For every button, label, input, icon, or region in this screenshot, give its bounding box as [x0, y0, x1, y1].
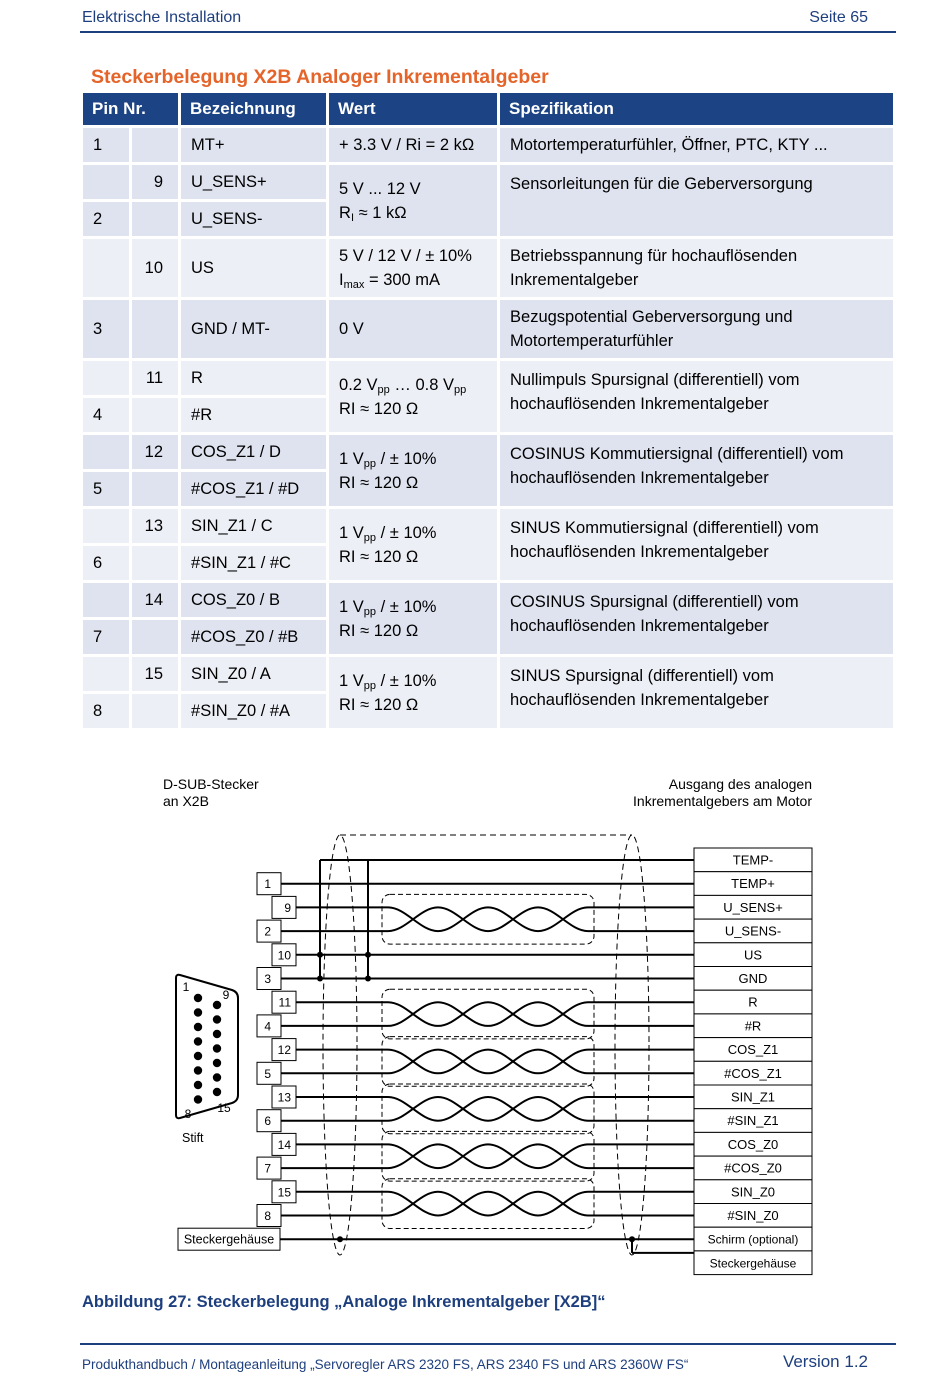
pin-cell: 3 [83, 300, 129, 358]
signal-label: TEMP+ [731, 876, 775, 892]
pin-number: 5 [264, 1066, 271, 1081]
col-header-spec: Spezifikation [500, 93, 893, 125]
connector-pin-dot [194, 1037, 202, 1045]
pin-number: 2 [264, 924, 271, 939]
connector-pin-label: 9 [222, 988, 230, 1002]
twisted-wire [438, 1002, 488, 1026]
twisted-wire [538, 1002, 588, 1026]
col-header-pin: Pin Nr. [83, 93, 178, 125]
pin-cell: 8 [83, 694, 129, 728]
value-cell: 0.2 $V_{pp}$ … 0.8 $V_{pp}$ RI ≈ 120 Ω [329, 361, 497, 432]
twisted-wire [438, 1097, 488, 1121]
signal-label: COS_Z0 [727, 1136, 779, 1152]
value-cell: + 3.3 V / Ri = 2 kΩ [329, 128, 497, 162]
header-page-number: Seite 65 [809, 9, 868, 26]
connector-pin-dot [194, 1008, 202, 1016]
dsub-connector-label: D-SUB-Stecker an X2B [163, 776, 259, 809]
pin-cell: 5 [83, 472, 129, 506]
pin-number: 15 [277, 1185, 291, 1200]
signal-label: GND [738, 971, 768, 986]
signal-label: Steckergehäuse [709, 1256, 797, 1271]
connector-pin-label: 8 [184, 1107, 192, 1121]
twisted-wire [488, 1002, 538, 1026]
connector-pin-label: 15 [217, 1101, 231, 1115]
twisted-wire [388, 1144, 438, 1168]
pin-number: 3 [264, 972, 271, 986]
section-title: Steckerbelegung X2B Analoger Inkrementalgeber [91, 66, 549, 88]
col-header-value: Wert [329, 93, 497, 125]
stift-label: Stift [182, 1131, 204, 1145]
value-cell: 5 V ... 12 V $R_I \approx 1$ kΩ [329, 165, 497, 236]
pin-cell: 9 [132, 165, 178, 199]
junction-dot [365, 976, 371, 982]
signal-label: TEMP- [732, 852, 774, 868]
connector-pin-dot [213, 1001, 221, 1009]
twisted-wire [538, 1097, 588, 1121]
pin-cell: 15 [132, 657, 178, 691]
twisted-wire [538, 907, 588, 931]
footer-document-title: Produkthandbuch / Montageanleitung „Servoregler ARS 2320 FS, ARS 2340 FS und ARS 2360W FS“ [82, 1357, 689, 1372]
name-cell: SIN_Z1 / C [181, 509, 326, 543]
pin-cell: 7 [83, 620, 129, 654]
spec-cell: Bezugspotential Geberversorgung und Motortemperaturfühler [500, 300, 893, 358]
connector-pin-dot [194, 1095, 202, 1103]
name-cell: SIN_Z0 / A [181, 657, 326, 691]
signal-label: #COS_Z1 [724, 1065, 782, 1081]
pin-number: 1 [264, 877, 271, 892]
twisted-wire [388, 1002, 438, 1026]
twisted-wire [488, 1097, 538, 1121]
signal-label: COS_Z1 [727, 1042, 779, 1058]
spec-cell: COSINUS Spursignal (differentiell) vom hochauflösenden Inkrementalgeber [500, 583, 893, 654]
spec-cell: Sensorleitungen für die Geberversorgung [500, 165, 893, 236]
twisted-wire [438, 1144, 488, 1168]
name-cell: US [181, 239, 326, 297]
twisted-wire [488, 1050, 538, 1074]
twisted-wire [388, 1192, 438, 1216]
name-cell: COS_Z1 / D [181, 435, 326, 469]
pin-cell: 14 [132, 583, 178, 617]
pin-cell: 11 [132, 361, 178, 395]
name-cell: U_SENS- [181, 202, 326, 236]
figure-caption: Abbildung 27: Steckerbelegung „Analoge Inkrementalgeber [X2B]“ [82, 1293, 606, 1311]
connector-pin-dot [194, 1081, 202, 1089]
signal-label: US [743, 947, 763, 963]
signal-label: U_SENS+ [723, 899, 783, 915]
twisted-wire [388, 1050, 438, 1074]
signal-label: R [748, 994, 758, 1010]
connector-pin-dot [194, 1023, 202, 1031]
pin-number: 6 [264, 1114, 271, 1129]
name-cell: #COS_Z1 / #D [181, 472, 326, 506]
signal-label: U_SENS- [724, 923, 782, 939]
connector-pin-dot [194, 1066, 202, 1074]
footer-version: Version 1.2 [782, 1352, 868, 1371]
encoder-output-label: Ausgang des analogen Inkrementalgebers am Motor [633, 776, 812, 809]
connector-pin-dot [194, 994, 202, 1002]
spec-cell: Nullimpuls Spursignal (differentiell) vom hochauflösenden Inkrementalgeber [500, 361, 893, 432]
twisted-wire [538, 1192, 588, 1216]
signal-label: #COS_Z0 [724, 1160, 782, 1176]
twisted-wire [538, 1144, 588, 1168]
pin-cell: 2 [83, 202, 129, 236]
connector-pin-dot [194, 1052, 202, 1060]
spec-cell: SINUS Spursignal (differentiell) vom hochauflösenden Inkrementalgeber [500, 657, 893, 728]
spec-cell: COSINUS Kommutiersignal (differentiell) vom hochauflösenden Inkrementalgeber [500, 435, 893, 506]
pin-number: 10 [277, 948, 291, 963]
spec-cell: SINUS Kommutiersignal (differentiell) vom hochauflösenden Inkrementalgeber [500, 509, 893, 580]
name-cell: #SIN_Z0 / #A [181, 694, 326, 728]
signal-label: #R [744, 1018, 762, 1034]
pin-cell: 12 [132, 435, 178, 469]
pin-number: 8 [264, 1209, 271, 1223]
pin-number: 14 [277, 1137, 291, 1152]
connector-pin-dot [213, 1059, 221, 1067]
pin-number: 7 [264, 1161, 271, 1176]
connector-pin-label: 1 [182, 980, 190, 994]
pin-number: 11 [278, 995, 291, 1010]
signal-label: SIN_Z1 [730, 1089, 776, 1105]
connector-pin-dot [213, 1073, 221, 1081]
housing-label: Steckergehäuse [183, 1232, 275, 1247]
value-cell: 1 $V_{pp}$ / ± 10% RI ≈ 120 Ω [329, 435, 497, 506]
pin-cell: 1 [83, 128, 129, 162]
name-cell: U_SENS+ [181, 165, 326, 199]
twisted-wire [438, 907, 488, 931]
pin-cell: 6 [83, 546, 129, 580]
name-cell: #COS_Z0 / #B [181, 620, 326, 654]
footer-rule [80, 1343, 896, 1345]
signal-label: #SIN_Z1 [727, 1113, 779, 1129]
twisted-wire [488, 1144, 538, 1168]
twisted-wire [388, 1097, 438, 1121]
value-cell: 1 $V_{pp}$ / ± 10% RI ≈ 120 Ω [329, 509, 497, 580]
connector-pin-dot [213, 1015, 221, 1023]
twisted-wire [438, 1050, 488, 1074]
value-cell: 0 V [329, 300, 497, 358]
twisted-wire [488, 1192, 538, 1216]
value-cell: 1 $V_{pp}$ / ± 10% RI ≈ 120 Ω [329, 583, 497, 654]
signal-label: SIN_Z0 [730, 1184, 776, 1200]
name-cell: R [181, 361, 326, 395]
name-cell: #R [181, 398, 326, 432]
name-cell: GND / MT- [181, 300, 326, 358]
name-cell: COS_Z0 / B [181, 583, 326, 617]
header-chapter: Elektrische Installation [82, 9, 242, 26]
junction-dot [317, 976, 323, 982]
pin-cell: 4 [83, 398, 129, 432]
pin-cell: 13 [132, 509, 178, 543]
name-cell: #SIN_Z1 / #C [181, 546, 326, 580]
signal-label: Schirm (optional) [707, 1232, 799, 1247]
twisted-wire [488, 907, 538, 931]
twisted-wire [388, 907, 438, 931]
pin-number: 12 [277, 1043, 291, 1058]
connector-pin-dot [213, 1030, 221, 1038]
name-cell: MT+ [181, 128, 326, 162]
signal-label: #SIN_Z0 [727, 1208, 779, 1223]
twisted-wire [538, 1050, 588, 1074]
value-cell: 1 $V_{pp}$ / ± 10% RI ≈ 120 Ω [329, 657, 497, 728]
junction-dot [337, 1236, 343, 1242]
pin-number: 4 [264, 1019, 271, 1034]
twisted-wire [438, 1192, 488, 1216]
col-header-name: Bezeichnung [181, 93, 326, 125]
pin-cell: 10 [132, 239, 178, 297]
spec-cell: Motortemperaturfühler, Öffner, PTC, KTY ... [500, 128, 893, 162]
value-cell: 5 V / 12 V / ± 10% $I_{max} = 300$ mA [329, 239, 497, 297]
pin-number: 9 [284, 900, 291, 915]
pin-number: 13 [277, 1090, 291, 1105]
connector-pin-dot [213, 1044, 221, 1052]
connector-pin-dot [213, 1088, 221, 1096]
spec-cell: Betriebsspannung für hochauflösenden Inkrementalgeber [500, 239, 893, 297]
